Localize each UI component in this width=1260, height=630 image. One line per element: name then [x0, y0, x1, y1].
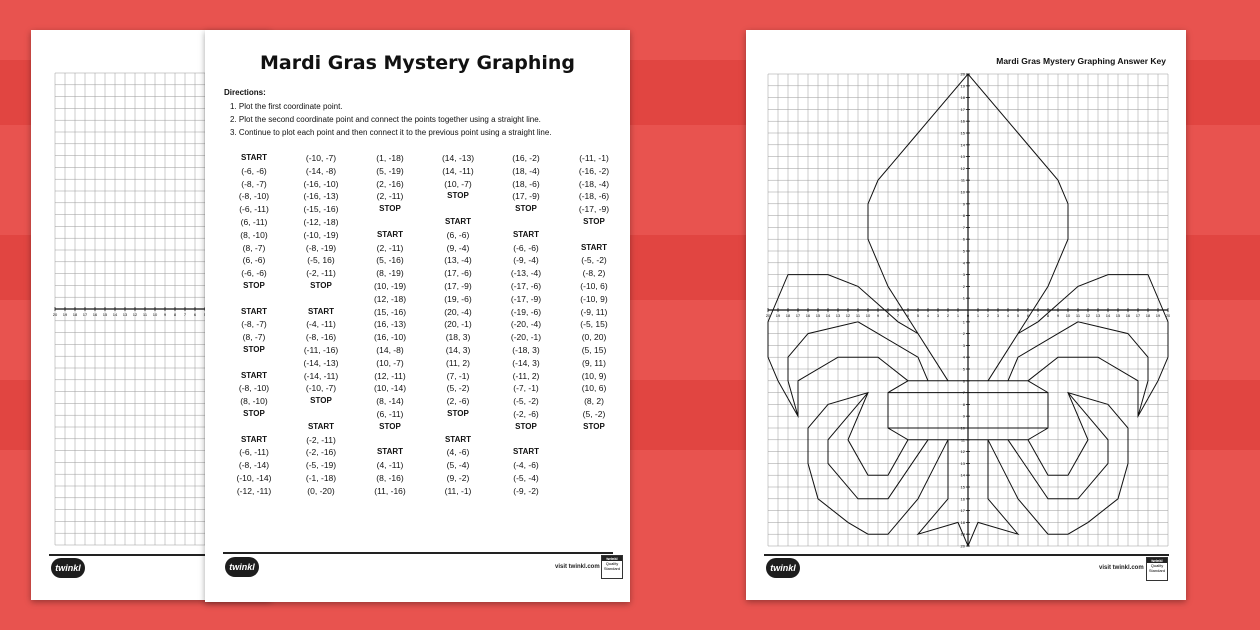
badge-line: Standard — [1148, 568, 1166, 573]
y-tick-label: 17 — [960, 508, 965, 514]
coordinate-pair: (-10, -7) — [305, 383, 337, 394]
coordinate-pair: (-2, -6) — [513, 408, 539, 419]
direction-step: 3. Continue to plot each point and then connect it to the previous point using a straight line. — [230, 128, 552, 137]
stop-label: STOP — [379, 421, 401, 431]
x-tick-label: 4 — [1006, 313, 1010, 318]
y-tick-label: 18 — [960, 519, 965, 525]
stop-label: STOP — [583, 421, 605, 431]
x-tick-label: 13 — [1095, 313, 1101, 318]
coordinate-pair: (11, -1) — [444, 485, 472, 496]
coordinate-pair: (-16, -10) — [303, 178, 339, 189]
x-tick-label: 18 — [785, 313, 791, 318]
twinkl-logo: twinkl — [225, 557, 259, 577]
start-label: START — [580, 242, 608, 252]
y-tick-label: 14 — [960, 142, 965, 148]
answer-key-coordinate-grid — [766, 72, 1170, 548]
coordinate-pair: (-7, -1) — [513, 383, 539, 394]
coordinate-pair: (-18, -6) — [578, 191, 610, 202]
coordinate-pair: (-10, -14) — [236, 472, 272, 483]
coordinate-pair: (-17, -9) — [578, 204, 610, 215]
coordinate-pair: (-10, -19) — [303, 229, 339, 240]
coordinate-pair: (10, -19) — [373, 280, 407, 291]
x-tick-label: 5 — [916, 313, 920, 318]
coordinate-pair: (-16, -2) — [578, 165, 610, 176]
y-tick-label: 20 — [960, 543, 965, 548]
x-tick-label: 17 — [82, 312, 88, 317]
coordinate-pair: (5, -4) — [446, 460, 470, 471]
coordinate-column-4 — [425, 152, 491, 498]
x-tick-label: 6 — [193, 312, 197, 317]
coordinate-pair: (-11, 2) — [512, 370, 540, 381]
x-tick-label: 3 — [936, 313, 940, 318]
coordinate-pair: (8, -7) — [242, 332, 266, 343]
x-tick-label: 8 — [886, 313, 890, 318]
x-tick-label: 12 — [845, 313, 851, 318]
x-tick-label: 2 — [986, 313, 990, 318]
stop-label: STOP — [243, 280, 265, 290]
coordinate-pair: (17, -9) — [444, 280, 472, 291]
directions-heading: Directions: — [224, 88, 266, 97]
x-tick-label: 12 — [1085, 313, 1091, 318]
coordinate-pair: (11, 2) — [446, 357, 470, 368]
coordinate-pair: (-8, -16) — [305, 332, 337, 343]
coordinate-pair: (-13, -4) — [510, 268, 542, 279]
start-label: START — [444, 434, 472, 444]
y-tick-label: 6 — [962, 378, 965, 384]
x-tick-label: 20 — [766, 313, 771, 318]
coordinate-pair: (13, -4) — [444, 255, 472, 266]
coordinate-pair: (16, -10) — [373, 332, 407, 343]
coordinate-pair: (-6, -11) — [239, 447, 269, 458]
coordinate-pair: (-2, -11) — [306, 434, 336, 445]
x-tick-label: 4 — [926, 313, 930, 318]
coordinate-pair: (5, -16) — [376, 255, 404, 266]
coordinate-pair: (-19, -6) — [510, 306, 542, 317]
coordinate-column-1 — [221, 152, 287, 498]
start-label: START — [376, 447, 404, 457]
x-tick-label: 9 — [1056, 313, 1060, 318]
coordinate-pair: (14, 3) — [445, 344, 471, 355]
twinkl-logo: twinkl — [51, 558, 85, 578]
coordinate-pair: (20, -4) — [444, 306, 472, 317]
x-tick-label: 18 — [72, 312, 78, 317]
stop-label: STOP — [515, 204, 537, 214]
coordinate-pair: (-6, -6) — [513, 242, 539, 253]
coordinate-pair: (-18, -4) — [578, 178, 610, 189]
start-label: START — [240, 153, 268, 162]
x-tick-label: 8 — [173, 312, 177, 317]
y-tick-label: 5 — [962, 366, 965, 372]
badge-line: Standard — [603, 566, 621, 571]
coordinate-pair: (10, -14) — [373, 383, 407, 394]
x-tick-label: 15 — [102, 312, 108, 317]
mystery-graphing-worksheet — [205, 30, 630, 602]
coordinate-pair: (-17, -6) — [510, 280, 542, 291]
twinkl-logo: twinkl — [766, 558, 800, 578]
spacer — [561, 229, 627, 242]
x-tick-label: 14 — [112, 312, 118, 317]
coordinate-pair: (-11, -1) — [579, 153, 609, 163]
coordinate-pair: (-8, -10) — [238, 383, 270, 394]
y-tick-label: 12 — [960, 165, 965, 171]
x-tick-label: 19 — [775, 313, 781, 318]
coordinate-pair: (5, 15) — [581, 344, 607, 355]
coordinate-pair: (-5, -2) — [513, 396, 539, 407]
y-tick-label: 3 — [962, 342, 965, 348]
stop-label: STOP — [310, 280, 332, 290]
y-tick-label: 2 — [962, 331, 965, 337]
spacer — [221, 293, 287, 306]
quality-badge — [601, 555, 623, 579]
coordinate-pair: (12, -18) — [373, 293, 407, 304]
direction-step: 2. Plot the second coordinate point and connect the points together using a straight line. — [230, 115, 541, 124]
coordinate-pair: (6, -11) — [376, 408, 404, 419]
coordinate-pair: (-14, -11) — [303, 370, 339, 381]
coordinate-pair: (19, -6) — [444, 293, 472, 304]
x-tick-label: 3 — [996, 313, 1000, 318]
x-tick-label: 10 — [1065, 313, 1071, 318]
coordinate-pair: (-8, -19) — [305, 242, 337, 253]
coordinate-pair: (-11, -16) — [303, 344, 339, 355]
page-title: Mardi Gras Mystery Graphing — [259, 52, 576, 74]
coordinate-pair: (5, -2) — [446, 383, 470, 394]
coordinate-pair: (10, -7) — [376, 357, 404, 368]
coordinate-pair: (9, -4) — [446, 242, 470, 253]
spacer — [288, 293, 354, 306]
coordinate-pair: (-1, -18) — [305, 472, 337, 483]
coordinate-pair: (9, 11) — [582, 357, 606, 368]
answer-key-worksheet — [746, 30, 1186, 600]
coordinate-pair: (-9, -2) — [513, 485, 539, 496]
coordinate-pair: (2, -11) — [376, 242, 404, 253]
coordinate-pair: (-4, -6) — [513, 460, 539, 471]
coordinate-pair: (-6, -6) — [241, 165, 267, 176]
coordinate-pair: (-5, -19) — [305, 460, 337, 471]
y-tick-label: 2 — [962, 283, 965, 289]
y-tick-label: 16 — [960, 118, 965, 124]
coordinate-pair: (2, -6) — [446, 396, 470, 407]
start-label: START — [444, 216, 472, 226]
x-tick-label: 12 — [132, 312, 138, 317]
coordinate-pair: (12, -11) — [374, 370, 406, 381]
coordinate-pair: (-4, -11) — [306, 319, 336, 330]
coordinate-pair: (8, -10) — [240, 229, 268, 240]
coordinate-pair: (-14, 3) — [512, 357, 540, 368]
y-tick-label: 3 — [962, 272, 965, 278]
coordinate-pair: (-6, -6) — [241, 268, 267, 279]
coordinate-pair: (18, -6) — [512, 178, 540, 189]
coordinate-pair: (-2, -16) — [305, 447, 337, 458]
coordinate-pair: (14, -13) — [441, 153, 475, 163]
coordinate-pair: (-14, -13) — [303, 357, 339, 368]
coordinate-pair: (4, -11) — [376, 460, 404, 471]
start-label: START — [240, 306, 268, 316]
coordinate-pair: (-5, -4) — [513, 472, 539, 483]
coordinate-pair: (-5, -2) — [581, 255, 607, 266]
spacer — [357, 434, 423, 447]
coordinate-pair: (6, -11) — [240, 216, 268, 227]
coordinate-pair: (8, -19) — [376, 268, 404, 279]
coordinate-pair: (14, -11) — [442, 165, 474, 176]
x-tick-label: 16 — [1125, 313, 1131, 318]
start-label: START — [376, 229, 404, 239]
spacer — [425, 203, 491, 216]
coordinate-pair: (8, -7) — [242, 242, 266, 253]
x-tick-label: 10 — [152, 312, 158, 317]
coordinate-pair: (6, -6) — [242, 255, 266, 266]
coordinate-pair: (15, -16) — [373, 306, 407, 317]
coordinate-pair: (-8, -10) — [238, 191, 270, 202]
coordinate-pair: (20, -1) — [444, 319, 472, 330]
quality-badge — [1146, 557, 1168, 581]
coordinate-pair: (-8, -7) — [241, 178, 267, 189]
x-tick-label: 6 — [906, 313, 910, 318]
x-tick-label: 7 — [896, 313, 900, 318]
y-tick-label: 10 — [960, 189, 965, 195]
y-tick-label: 16 — [960, 496, 965, 502]
start-label: START — [512, 229, 540, 239]
visit-link-text: visit twinkl.com — [1099, 565, 1144, 571]
coordinate-pair: (-8, 2) — [582, 268, 606, 279]
badge-line: Quality — [1150, 563, 1164, 568]
y-tick-label: 7 — [962, 390, 965, 396]
coordinate-pair: (-14, -8) — [305, 165, 337, 176]
coordinate-pair: (-9, -4) — [513, 255, 539, 266]
y-tick-label: 15 — [960, 484, 965, 490]
badge-brand: twinkl — [602, 556, 622, 561]
x-tick-label: 11 — [1075, 313, 1081, 318]
coordinate-pair: (8, -16) — [376, 472, 404, 483]
coordinate-pair: (-12, -11) — [236, 485, 272, 496]
coordinate-pair: (6, -6) — [446, 229, 470, 240]
visit-link-text: visit twinkl.com — [555, 564, 600, 570]
coordinate-pair: (-17, -9) — [510, 293, 542, 304]
y-tick-label: 10 — [960, 425, 965, 431]
x-tick-label: 17 — [1135, 313, 1141, 318]
coordinate-pair: (10, -7) — [444, 178, 472, 189]
x-tick-label: 9 — [163, 312, 167, 317]
y-tick-label: 1 — [962, 295, 965, 301]
spacer — [493, 434, 559, 447]
y-tick-label: 13 — [960, 154, 965, 160]
coordinate-pair: (18, -4) — [512, 165, 540, 176]
coordinate-pair: (7, -1) — [446, 370, 470, 381]
x-tick-label: 7 — [183, 312, 187, 317]
start-label: START — [240, 370, 268, 380]
coordinate-column-2 — [288, 152, 354, 498]
y-tick-label: 8 — [962, 401, 965, 407]
spacer — [357, 216, 423, 229]
x-tick-label: 14 — [825, 313, 831, 318]
coordinate-pair: (-12, -18) — [303, 216, 339, 227]
y-tick-label: 9 — [962, 413, 965, 419]
x-tick-label: 20 — [1165, 313, 1170, 318]
coordinate-pair: (2, -16) — [376, 178, 404, 189]
spacer — [425, 421, 491, 434]
x-tick-label: 8 — [1046, 313, 1050, 318]
y-tick-label: 11 — [960, 437, 965, 443]
coordinate-pair: (10, 6) — [581, 383, 607, 394]
start-label: START — [512, 447, 540, 457]
y-tick-label: 15 — [960, 130, 965, 136]
y-tick-label: 20 — [960, 72, 965, 77]
x-tick-label: 11 — [142, 312, 148, 317]
coordinate-pair: (0, -20) — [307, 485, 335, 496]
coordinate-pair: (-10, 6) — [580, 280, 608, 291]
stop-label: STOP — [379, 204, 401, 214]
x-tick-label: 18 — [1145, 313, 1151, 318]
y-tick-label: 5 — [962, 248, 965, 254]
coordinate-pair: (-6, -11) — [239, 204, 269, 215]
spacer — [221, 357, 287, 370]
coordinate-pair: (2, -11) — [376, 191, 404, 202]
y-tick-label: 4 — [962, 354, 965, 360]
x-tick-label: 15 — [815, 313, 821, 318]
coordinate-pair: (14, -8) — [376, 344, 404, 355]
coordinate-pair: (-18, 3) — [512, 344, 540, 355]
coordinate-pair: (9, -2) — [446, 472, 470, 483]
coordinate-pair: (-9, 11) — [580, 306, 608, 317]
answer-key-title: Mardi Gras Mystery Graphing Answer Key — [996, 56, 1166, 66]
x-tick-label: 9 — [876, 313, 880, 318]
coordinate-pair: (16, -13) — [373, 319, 407, 330]
x-tick-label: 19 — [62, 312, 68, 317]
coordinate-pair: (17, -9) — [512, 191, 540, 202]
y-tick-label: 13 — [960, 460, 965, 466]
coordinate-pair: (-8, -14) — [238, 460, 270, 471]
direction-step: 1. Plot the first coordinate point. — [230, 102, 343, 111]
y-tick-label: 4 — [962, 260, 965, 266]
y-tick-label: 17 — [960, 106, 965, 112]
badge-line: Quality — [605, 561, 619, 566]
x-tick-label: 7 — [1036, 313, 1040, 318]
y-tick-label: 14 — [960, 472, 965, 478]
coordinate-pair: (17, -6) — [444, 268, 472, 279]
x-tick-label: 1 — [956, 313, 960, 318]
x-tick-label: 13 — [835, 313, 841, 318]
footer-divider — [764, 554, 1169, 556]
coordinate-pair: (-10, 9) — [580, 293, 608, 304]
stop-label: STOP — [310, 396, 332, 406]
y-tick-label: 18 — [960, 95, 965, 101]
x-tick-label: 16 — [92, 312, 98, 317]
y-tick-label: 1 — [962, 319, 965, 325]
x-tick-label: 16 — [805, 313, 811, 318]
x-tick-label: 2 — [946, 313, 950, 318]
x-tick-label: 5 — [1016, 313, 1020, 318]
coordinate-pair: (-15, -16) — [303, 204, 339, 215]
badge-brand: twinkl — [1147, 558, 1167, 563]
start-label: START — [307, 306, 335, 316]
footer-divider — [223, 552, 613, 554]
coordinate-column-6 — [561, 152, 627, 434]
stop-label: STOP — [583, 216, 605, 226]
y-tick-label: 7 — [962, 224, 965, 230]
y-tick-label: 6 — [962, 236, 965, 242]
stop-label: STOP — [243, 408, 265, 418]
x-tick-label: 11 — [855, 313, 861, 318]
coordinate-pair: (5, -19) — [376, 165, 404, 176]
coordinate-pair: (8, 2) — [584, 396, 604, 407]
coordinate-pair: (-10, -7) — [305, 153, 337, 163]
coordinate-pair: (4, -6) — [446, 447, 470, 458]
x-tick-label: 10 — [865, 313, 871, 318]
coordinate-pair: (-2, -11) — [306, 268, 336, 279]
coordinate-pair: (10, 9) — [581, 370, 607, 381]
spacer — [288, 408, 354, 421]
x-tick-label: 17 — [795, 313, 801, 318]
x-tick-label: 6 — [1026, 313, 1030, 318]
x-tick-label: 20 — [53, 312, 58, 317]
coordinate-pair: (8, -10) — [240, 396, 268, 407]
stop-label: STOP — [447, 408, 469, 418]
stop-label: STOP — [447, 191, 469, 201]
stop-label: STOP — [243, 344, 265, 354]
coordinate-pair: (-16, -13) — [303, 191, 339, 202]
coordinate-pair: (5, -2) — [582, 408, 606, 419]
y-tick-label: 8 — [962, 213, 965, 219]
coordinate-column-3 — [357, 152, 423, 498]
y-tick-label: 19 — [960, 531, 965, 537]
y-tick-label: 11 — [960, 177, 965, 183]
x-tick-label: 13 — [122, 312, 128, 317]
coordinate-pair: (1, -18) — [376, 153, 404, 163]
x-tick-label: 14 — [1105, 313, 1111, 318]
y-tick-label: 19 — [960, 83, 965, 89]
coordinate-pair: (8, -14) — [376, 396, 404, 407]
x-tick-label: 1 — [976, 313, 980, 318]
coordinate-pair: (-5, 16) — [307, 255, 335, 266]
y-tick-label: 9 — [962, 201, 965, 207]
start-label: START — [240, 434, 268, 444]
coordinate-pair: (-5, 15) — [580, 319, 608, 330]
start-label: START — [307, 421, 335, 431]
x-tick-label: 0 — [966, 313, 970, 318]
coordinate-pair: (18, 3) — [445, 332, 471, 343]
coordinate-pair: (16, -2) — [512, 153, 540, 163]
y-tick-label: 12 — [960, 449, 965, 455]
x-tick-label: 19 — [1155, 313, 1161, 318]
spacer — [221, 421, 287, 434]
coordinate-pair: (0, 20) — [581, 332, 607, 343]
coordinate-pair: (-8, -7) — [241, 319, 267, 330]
stop-label: STOP — [515, 421, 537, 431]
x-tick-label: 15 — [1115, 313, 1121, 318]
coordinate-pair: (-20, -1) — [510, 332, 542, 343]
coordinate-pair: (-20, -4) — [510, 319, 542, 330]
directions — [224, 88, 552, 139]
spacer — [493, 216, 559, 229]
coordinate-pair: (11, -16) — [374, 485, 406, 496]
coordinate-column-5 — [493, 152, 559, 498]
